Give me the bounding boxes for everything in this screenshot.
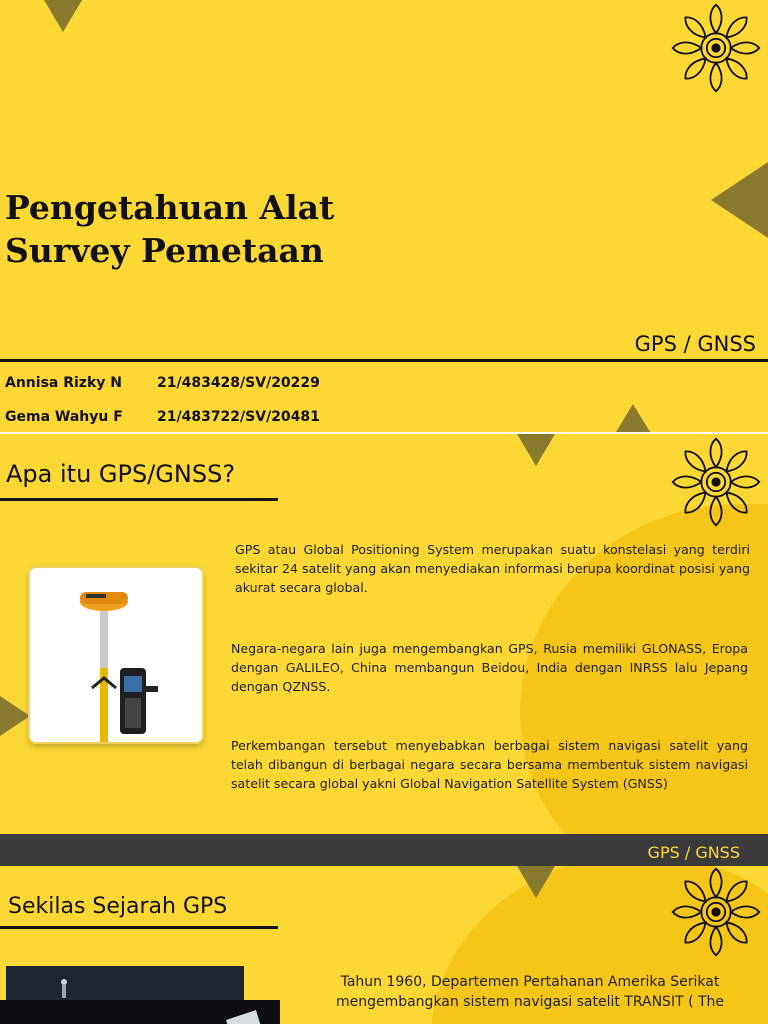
section-label: GPS / GNSS bbox=[647, 843, 740, 862]
satellite-illustration bbox=[0, 1000, 280, 1024]
triangle-decoration bbox=[44, 0, 82, 32]
title-slide bbox=[0, 0, 768, 432]
gnss-receiver-photo bbox=[30, 568, 202, 742]
paragraph: GPS atau Global Positioning System merupakan suatu konstelasi yang terdiri sekitar 24 satelit yang akan menyediakan informasi berupa koordinat posisi yang akurat secara global. bbox=[235, 542, 750, 595]
university-emblem-icon bbox=[670, 2, 762, 94]
presentation-title bbox=[5, 186, 334, 272]
gnss-receiver-illustration bbox=[30, 568, 202, 742]
university-emblem-icon bbox=[670, 436, 762, 528]
title-line-1: Pengetahuan Alat bbox=[5, 188, 335, 227]
section-label: GPS / GNSS bbox=[634, 332, 756, 356]
what-is-gnss-slide bbox=[0, 434, 768, 834]
paragraph: Perkembangan tersebut menyebabkan berbagai sistem navigasi satelit yang telah dibangun di berbagai negara secara bersama membentuk sistem navigasi satelit secara global yakni Global Navigation Satellite System (GNSS) bbox=[231, 738, 748, 791]
member-name: Annisa Rizky N bbox=[5, 375, 122, 391]
header-bar bbox=[0, 834, 768, 866]
member-id: 21/483722/SV/20481 bbox=[157, 409, 320, 425]
triangle-decoration bbox=[517, 434, 555, 466]
triangle-decoration bbox=[0, 696, 30, 736]
triangle-decoration bbox=[616, 404, 650, 432]
divider bbox=[0, 359, 768, 362]
slide-title: Apa itu GPS/GNSS? bbox=[6, 460, 236, 488]
triangle-decoration bbox=[517, 866, 555, 898]
paragraph: Negara-negara lain juga mengembangkan GPS, Rusia memiliki GLONASS, Eropa dengan GALILEO, China membangun Beidou, India dengan INRSS lalu Jepang dengan QZNSS. bbox=[231, 641, 748, 694]
member-name: Gema Wahyu F bbox=[5, 409, 123, 425]
member-row bbox=[5, 409, 320, 425]
satellite-photo bbox=[0, 1000, 280, 1024]
member-id: 21/483428/SV/20229 bbox=[157, 375, 320, 391]
slide-title: Sekilas Sejarah GPS bbox=[8, 894, 228, 919]
title-line-2: Survey Pemetaan bbox=[5, 231, 324, 270]
paragraph: Tahun 1960, Departemen Pertahanan Amerika Serikat mengembangkan sistem navigasi satelit TRANSIT ( The bbox=[335, 974, 725, 1010]
university-emblem-icon bbox=[670, 866, 762, 958]
history-slide bbox=[0, 834, 768, 1024]
member-row bbox=[5, 375, 320, 391]
title-underline bbox=[0, 926, 278, 929]
title-underline bbox=[0, 498, 278, 501]
triangle-decoration bbox=[711, 162, 768, 238]
